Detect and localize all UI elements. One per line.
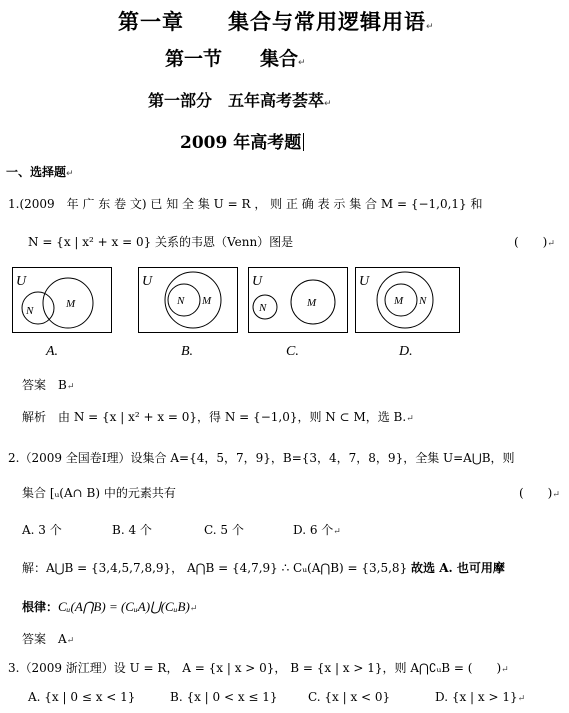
q2-line2: 集合 [ᵤ(A∩ B) 中的元素共有 xyxy=(22,486,176,500)
venn-d-label-m: M xyxy=(394,295,404,307)
q1-analysis: 解析 由 N = {x | x² + x = 0}，得 N = {−1,0}，则 N ⊂ M，选 B.↵ xyxy=(22,410,414,424)
q2-line1: 2.（2009 全国卷Ⅰ理）设集合 A={4，5，7，9}，B={3，4，7，8，9}，全集 U=A⋃B，则 xyxy=(8,451,515,465)
venn-a-universe xyxy=(13,268,112,333)
q3-option-c: C. {x | x < 0} xyxy=(308,690,391,704)
q1-option-a: A. xyxy=(46,344,59,359)
venn-c-label-u: U xyxy=(252,274,263,289)
q3-option-d: D. {x | x > 1}↵ xyxy=(435,690,526,704)
venn-b-label-u: U xyxy=(142,274,153,289)
section-heading: 一、选择题↵ xyxy=(6,165,74,179)
text-cursor xyxy=(303,133,304,151)
venn-b-universe xyxy=(139,268,238,333)
venn-c-label-m: M xyxy=(307,297,317,309)
q2-option-c: C. 5 个 xyxy=(204,523,244,537)
venn-b-label-n: N xyxy=(177,295,185,307)
venn-d-label-n: N xyxy=(419,295,427,307)
venn-diagram-b xyxy=(138,267,238,333)
venn-d-label-u: U xyxy=(359,274,370,289)
q1-answer: 答案 B↵ xyxy=(22,378,75,392)
section-title: 第一节 集合↵ xyxy=(165,48,306,70)
q1-line1: 1.(2009 年 广 东 卷 文) 已 知 全 集 U = R ， 则 正 确 表 示 集 合 M = {−1,0,1} 和 xyxy=(8,197,483,211)
venn-a-label-n: N xyxy=(26,305,34,317)
q2-option-b: B. 4 个 xyxy=(112,523,152,537)
q2-option-a: A. 3 个 xyxy=(22,523,62,537)
venn-c-label-n: N xyxy=(259,302,267,314)
venn-d-universe xyxy=(356,268,460,333)
q3-line1: 3.（2009 浙江理）设 U = R， A = {x | x > 0}， B = {x | x > 1}，则 A⋂∁ᵤB = ( )↵ xyxy=(8,661,509,675)
q2-answer: 答案 A↵ xyxy=(22,632,75,646)
venn-diagram-d xyxy=(355,267,460,333)
q3-option-a: A. {x | 0 ≤ x < 1} xyxy=(28,690,136,704)
q2-option-d: D. 6 个↵ xyxy=(293,523,341,537)
q3-option-b: B. {x | 0 < x ≤ 1} xyxy=(170,690,278,704)
q2-answer-blank: ( )↵ xyxy=(519,486,560,500)
venn-b-circle-m xyxy=(165,272,221,328)
venn-diagram-a xyxy=(12,267,112,333)
venn-c-universe xyxy=(249,268,348,333)
venn-a-label-m: M xyxy=(66,298,76,310)
q2-law: 根律：Cᵤ(A⋂B) = (CᵤA)⋃(CᵤB)↵ xyxy=(22,599,198,614)
chapter-title: 第一章 集合与常用逻辑用语↵ xyxy=(118,10,435,34)
year-title[interactable]: 2009 年高考题 xyxy=(180,128,304,153)
venn-a-label-u: U xyxy=(16,274,27,289)
q1-answer-blank: ( )↵ xyxy=(514,235,555,249)
q1-line2: N = {x | x² + x = 0} 关系的韦恩（Venn）图是 xyxy=(28,235,294,249)
q1-option-d: D. xyxy=(399,344,413,359)
venn-diagram-c xyxy=(248,267,348,333)
q1-option-c: C. xyxy=(286,344,299,359)
venn-b-label-m: M xyxy=(202,295,212,307)
q2-solution: 解：A⋃B = {3,4,5,7,8,9}， A⋂B = {4,7,9} ∴ Cᵤ(A⋂B) = {3,5,8} 故选 A. 也可用摩 xyxy=(22,561,505,575)
q1-option-b: B. xyxy=(181,344,194,359)
part-title: 第一部分 五年高考荟萃↵ xyxy=(148,91,332,110)
